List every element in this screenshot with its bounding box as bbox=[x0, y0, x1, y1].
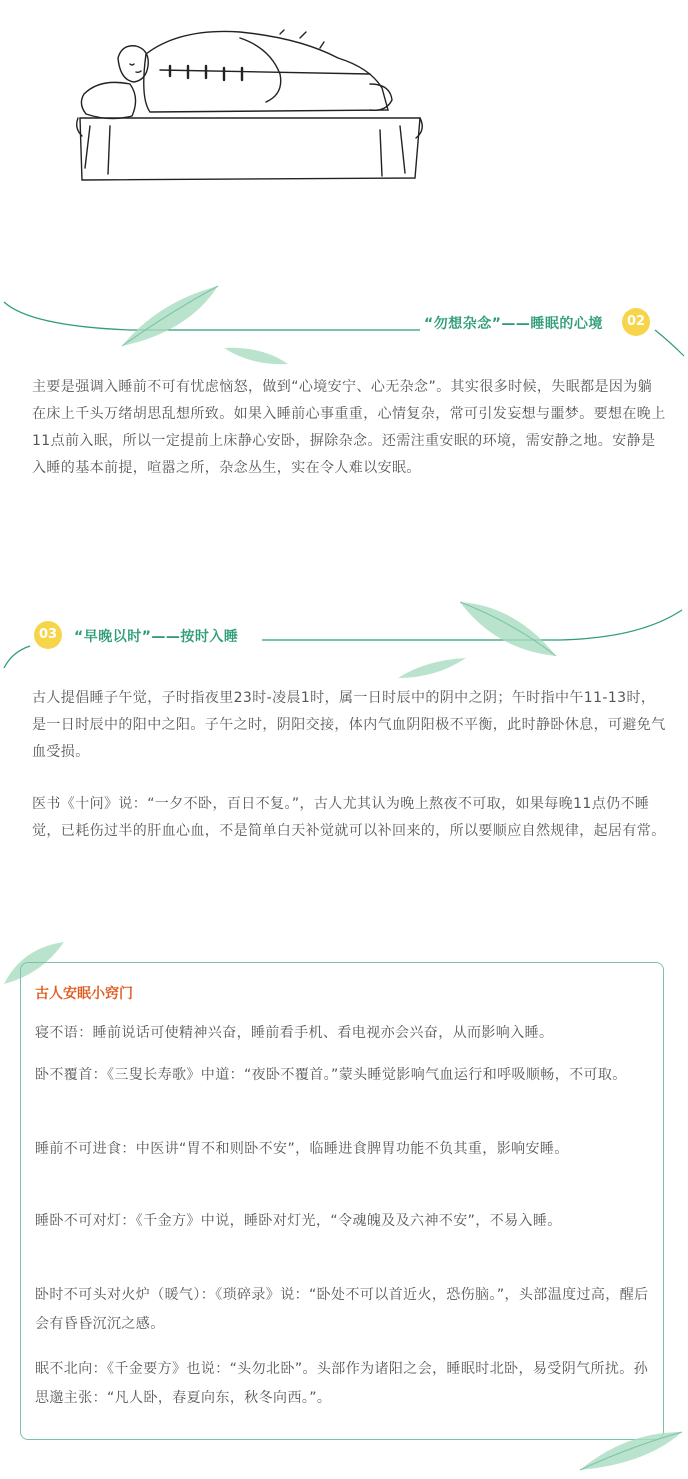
section-03-number-badge: 03 bbox=[34, 621, 62, 649]
section-03-title: “早晚以时”——按时入睡 bbox=[74, 629, 239, 645]
leaf-icon bbox=[118, 282, 238, 362]
section-03-body-1: 古人提倡睡子午觉，子时指夜里23时-凌晨1时，属一日时辰中的阴中之阴；午时指中午11-13时，是一日时辰中的阳中之阳。子午之时，阴阳交接，体内气血阴阳极不平衡，此时静卧休息，可避免气血受损。 bbox=[32, 690, 666, 760]
section-03-body-2: 医书《十问》说：“一夕不卧，百日不复。”，古人尤其认为晚上熬夜不可取，如果每晚11点仍不睡觉，已耗伤过半的肝血心血，不是简单白天补觉就可以补回来的，所以要顺应自然规律，起居有常。 bbox=[32, 796, 666, 839]
sleeping-man-illustration bbox=[70, 18, 430, 186]
tip-item: 睡前不可进食：中医讲“胃不和则卧不安”，临睡进食脾胃功能不负其重，影响安睡。 bbox=[35, 1141, 569, 1157]
section-02-number-badge: 02 bbox=[622, 308, 650, 336]
tip-item: 睡卧不可对灯：《千金方》中说，睡卧对灯光，“令魂魄及及六神不安”，不易入睡。 bbox=[35, 1213, 562, 1229]
tip-item: 卧时不可头对火炉（暖气）：《琐碎录》说：“卧处不可以首近火，恐伤脑。”，头部温度过高，醒后会有昏昏沉沉之感。 bbox=[35, 1287, 649, 1332]
leaf-icon bbox=[222, 344, 302, 374]
tips-title: 古人安眠小窍门 bbox=[35, 986, 133, 1002]
tip-item: 眠不北向：《千金要方》也说：“头勿北卧”。头部作为诸阳之会，睡眠时北卧，易受阴气所扰。孙思邈主张：“凡人卧，春夏向东，秋冬向西。”。 bbox=[35, 1361, 649, 1406]
section-02-title: “勿想杂念”——睡眠的心境 bbox=[424, 316, 603, 332]
leaf-icon bbox=[396, 656, 476, 686]
tips-box bbox=[20, 962, 664, 1440]
tip-item: 卧不覆首：《三叟长寿歌》中道：“夜卧不覆首。”蒙头睡觉影响气血运行和呼吸顺畅，不可取。 bbox=[35, 1067, 627, 1083]
tip-item: 寝不语：睡前说话可使精神兴奋，睡前看手机、看电视亦会兴奋，从而影响入睡。 bbox=[35, 1025, 554, 1041]
leaf-icon bbox=[576, 1426, 686, 1476]
section-02-body: 主要是强调入睡前不可有忧虑恼怒，做到“心境安宁、心无杂念”。其实很多时候，失眠都是因为躺在床上千头万绪胡思乱想所致。如果入睡前心事重重，心情复杂，常可引发妄想与噩梦。要想在晚上11点前入眠，所以一定提前上床静心安卧，摒除杂念。还需注重安眠的环境，需安静之地。安静是入睡的基本前提，喧嚣之所，杂念丛生，实在令人难以安眠。 bbox=[32, 379, 666, 476]
